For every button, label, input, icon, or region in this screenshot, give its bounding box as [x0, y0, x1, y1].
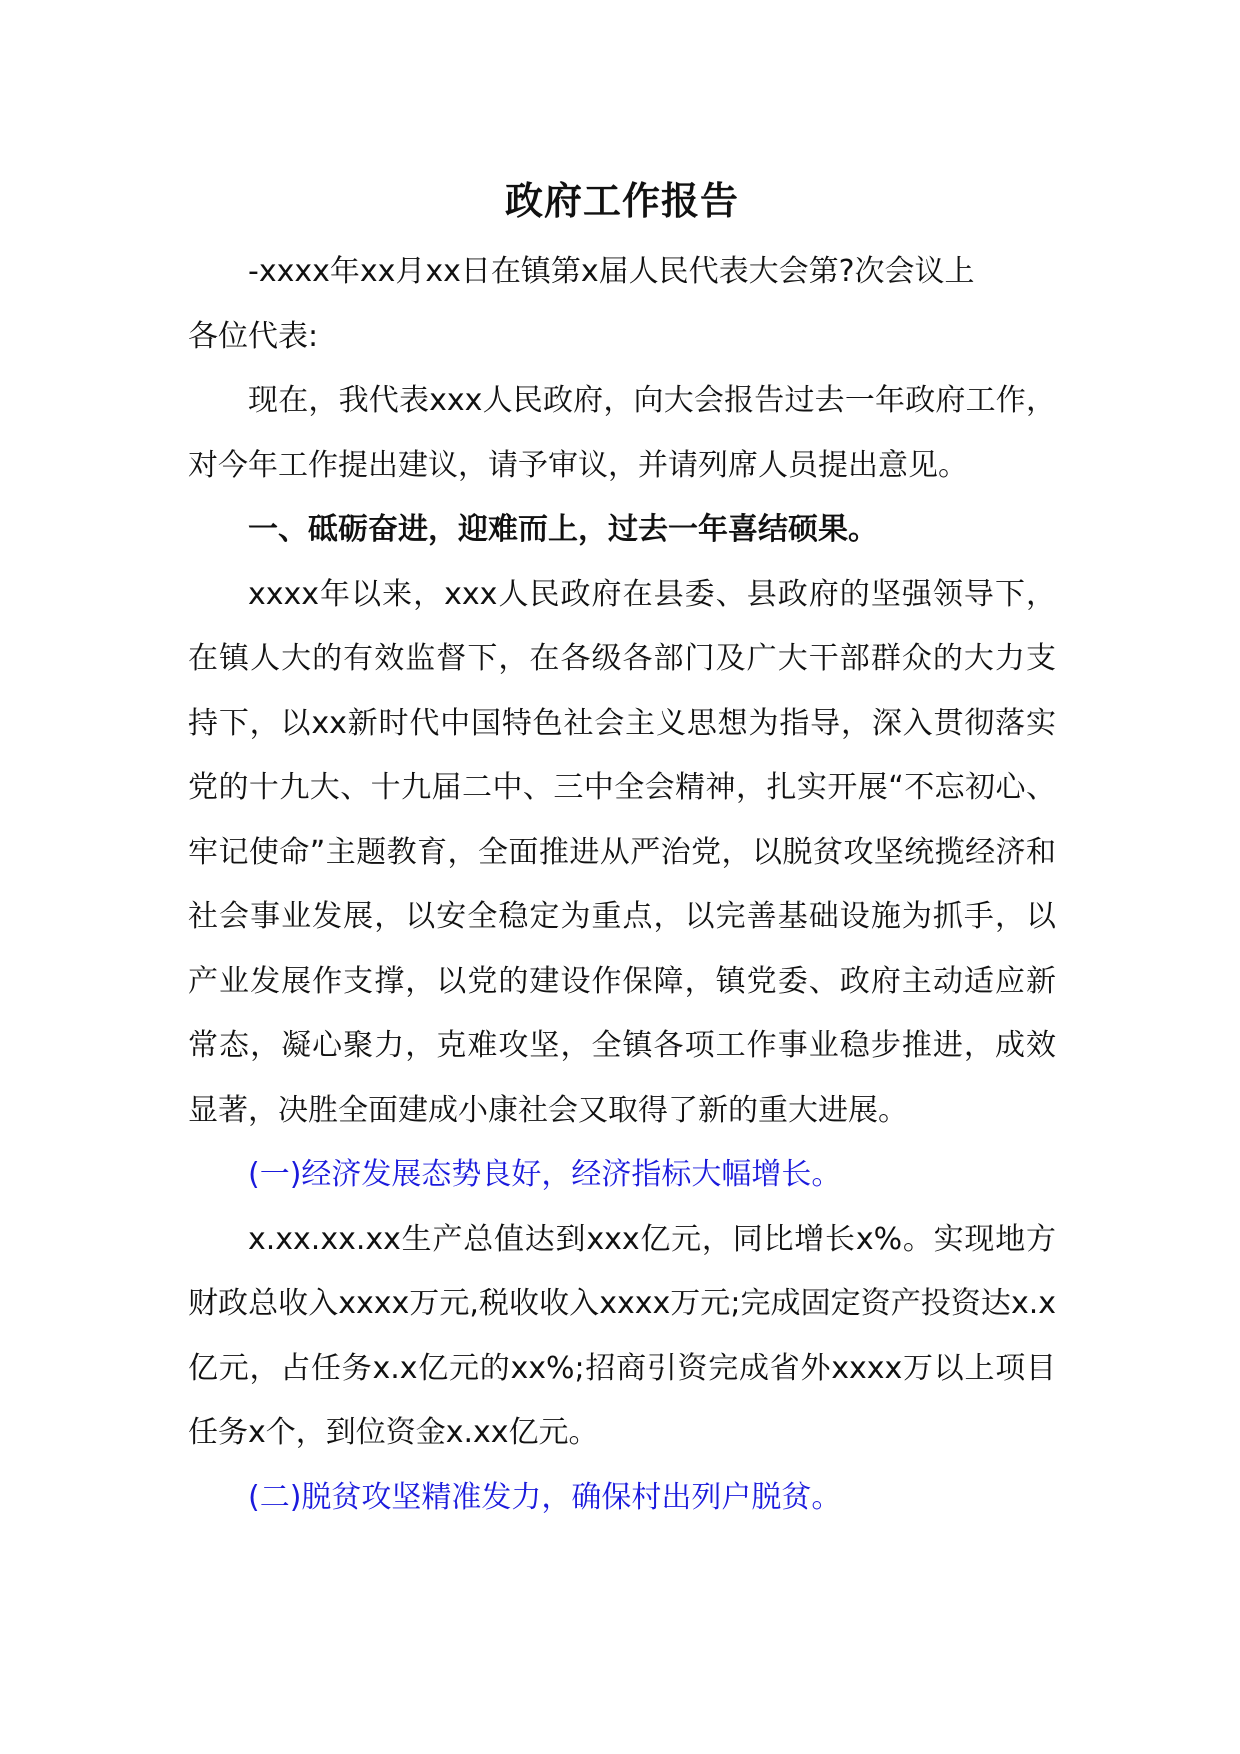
document-body	[188, 176, 1056, 1530]
section-1-heading: 一、砥砺奋进，迎难而上，过去一年喜结硕果。	[248, 512, 878, 547]
subsection-1-body: x.xx.xx.xx生产总值达到xxx亿元，同比增长x%。实现地方财政总收入xxxx万元,税收收入xxxx万元;完成固定资产投资达x.x亿元，占任务x.x亿元的xx%;招商引资完成省外xxxx万以上项目任务x个，到位资金x.xx亿元。	[188, 1221, 1056, 1450]
section-1-body: xxxx年以来，xxx人民政府在县委、县政府的坚强领导下，在镇人大的有效监督下，在各级各部门及广大干部群众的大力支持下，以xx新时代中国特色社会主义思想为指导，深入贯彻落实党的十九大、十九届二中、三中全会精神，扎实开展“不忘初心、牢记使命”主题教育，全面推进从严治党，以脱贫攻坚统揽经济和社会事业发展，以安全稳定为重点，以完善基础设施为抓手，以产业发展作支撑，以党的建设作保障，镇党委、政府主动适应新常态，凝心聚力，克难攻坚，全镇各项工作事业稳步推进，成效显著，决胜全面建成小康社会又取得了新的重大进展。	[188, 576, 1056, 1128]
document-title: 政府工作报告	[504, 179, 739, 223]
subsection-1-heading: (一)经济发展态势良好，经济指标大幅增长。	[248, 1157, 842, 1192]
intro-paragraph: 现在，我代表xxx人民政府，向大会报告过去一年政府工作，对今年工作提出建议，请予审议，并请列席人员提出意见。	[188, 383, 1056, 483]
document-subtitle: -xxxx年xx月xx日在镇第x届人民代表大会第?次会议上	[248, 254, 975, 289]
salutation: 各位代表:	[188, 318, 319, 354]
subsection-2-heading: (二)脱贫攻坚精准发力，确保村出列户脱贫。	[248, 1479, 842, 1515]
